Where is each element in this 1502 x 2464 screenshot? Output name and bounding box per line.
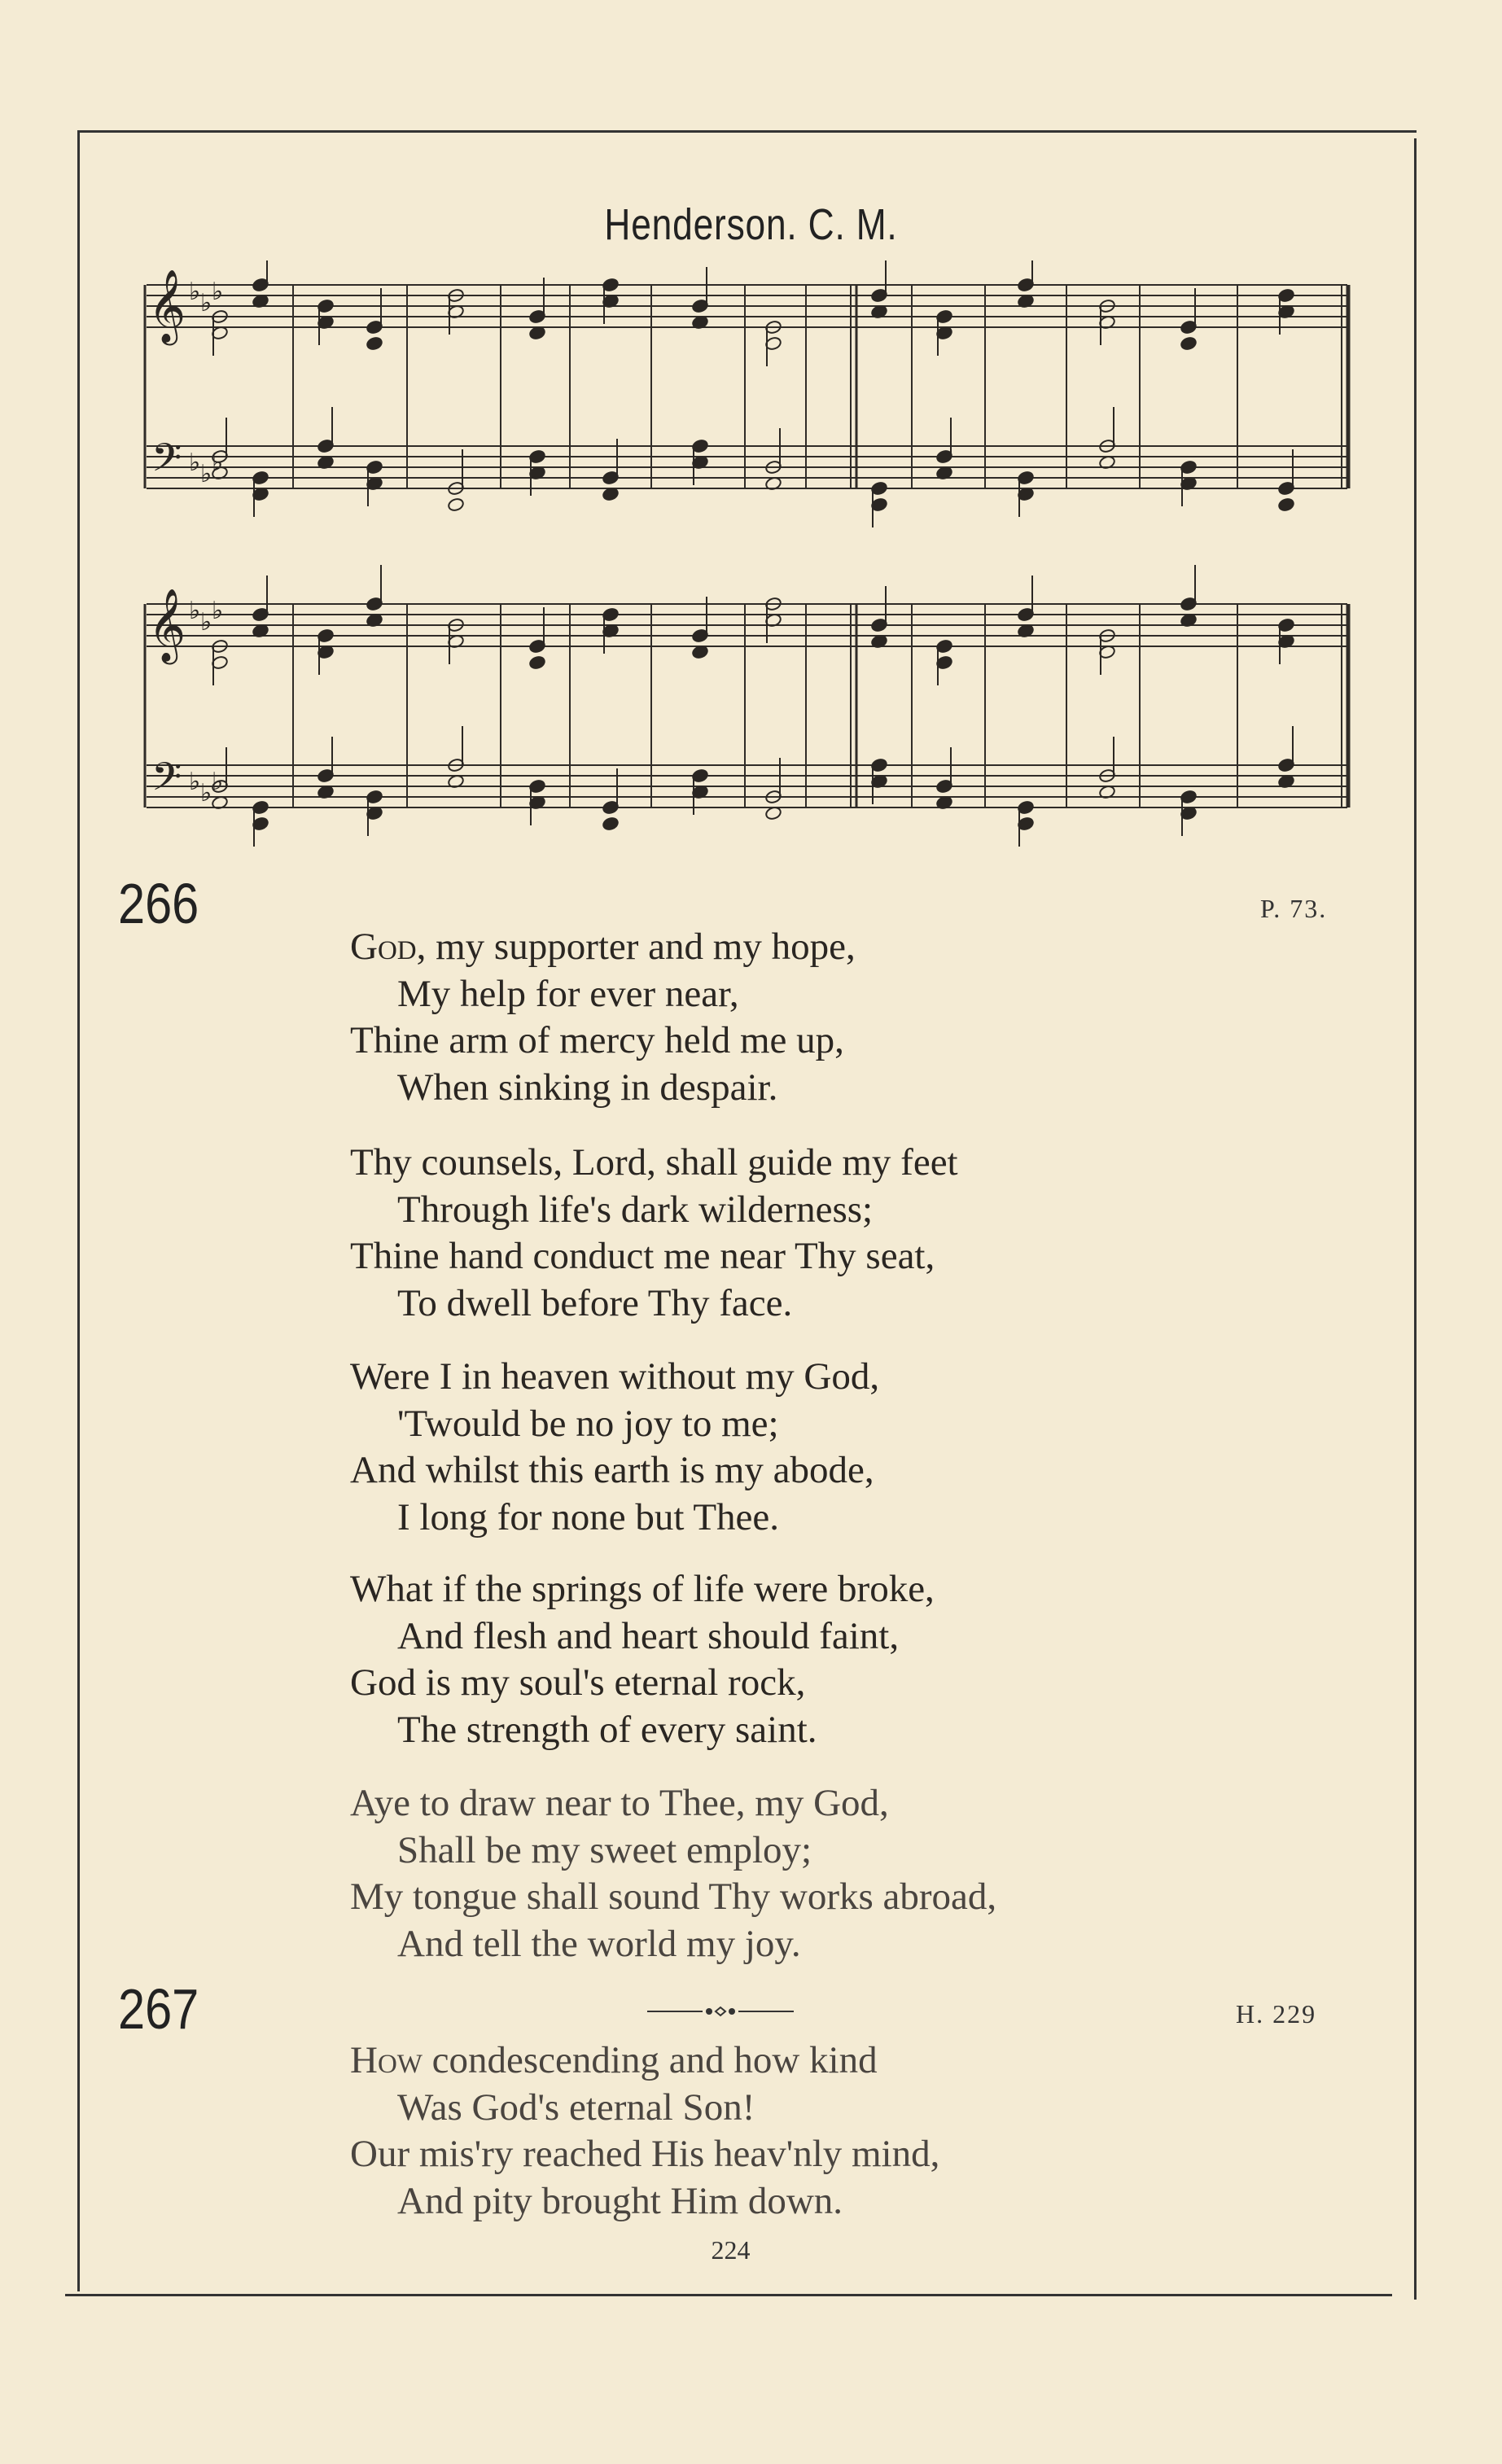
frame-right-rule: [1414, 138, 1417, 2300]
verse-line: Was God's eternal Son!: [397, 2085, 755, 2129]
svg-text:♭: ♭: [212, 278, 224, 306]
score-system-1: [145, 260, 1348, 527]
verse-line: To dwell before Thy face.: [397, 1281, 793, 1324]
line-rest: condescending and how kind: [422, 2039, 878, 2081]
first-word: God: [350, 926, 417, 968]
verse-line: Thine hand conduct me near Thy seat,: [350, 1235, 935, 1277]
stanza: [350, 2037, 939, 2225]
svg-text:♭: ♭: [200, 460, 212, 488]
verse-line: What if the springs of life were broke,: [350, 1568, 935, 1610]
verse-line: And flesh and heart should faint,: [397, 1614, 900, 1657]
hymn-number: 267: [118, 1977, 199, 2041]
verse-line: Shall be my sweet employ;: [397, 1828, 812, 1871]
svg-text:𝄢: 𝄢: [151, 435, 182, 490]
svg-text:♭: ♭: [200, 289, 212, 317]
frame-left-rule: [77, 130, 80, 2291]
svg-text:♭: ♭: [212, 449, 224, 477]
verse-line: Through life's dark wilderness;: [397, 1188, 874, 1231]
stanza: [350, 924, 856, 1111]
svg-text:♭: ♭: [212, 597, 224, 625]
verse-line: The strength of every saint.: [397, 1708, 817, 1751]
verse-line: Were I in heaven without my God,: [350, 1355, 880, 1398]
verse-line: And pity brought Him down.: [397, 2179, 843, 2222]
hymn-reference: P. 73.: [1260, 894, 1328, 923]
svg-text:𝄞: 𝄞: [148, 269, 186, 343]
page-number: 224: [711, 2235, 751, 2265]
verse-line: I long for none but Thee.: [397, 1495, 780, 1538]
verse-line: My help for ever near,: [397, 972, 739, 1015]
frame-bottom-rule: [65, 2294, 1392, 2296]
stanza: [350, 1780, 996, 1967]
section-divider: [647, 2006, 794, 2017]
svg-text:𝄢: 𝄢: [151, 754, 182, 809]
frame-top-rule: [77, 130, 1417, 133]
verse-line: And tell the world my joy.: [397, 1922, 801, 1965]
svg-text:♭: ♭: [189, 278, 201, 306]
verse-line: [350, 2037, 939, 2085]
svg-text:♭: ♭: [212, 768, 224, 796]
verse-line: Aye to draw near to Thee, my God,: [350, 1782, 889, 1824]
line-rest: , my supporter and my hope,: [416, 926, 856, 968]
svg-text:♭: ♭: [189, 449, 201, 477]
verse-line: God is my soul's eternal rock,: [350, 1661, 806, 1704]
first-word: How: [350, 2039, 423, 2081]
svg-text:𝄞: 𝄞: [148, 589, 186, 662]
hymn-number: 266: [118, 872, 199, 935]
verse-line: My tongue shall sound Thy works abroad,: [350, 1875, 997, 1918]
tune-title: Henderson. C. M.: [604, 200, 898, 249]
svg-text:♭: ♭: [189, 597, 201, 625]
stanza: [350, 1140, 958, 1327]
verse-line: Thine arm of mercy held me up,: [350, 1019, 844, 1061]
music-score: [130, 260, 1360, 847]
stanza: [350, 1354, 879, 1541]
verse-line: When sinking in despair.: [397, 1066, 778, 1109]
hymn-reference: H. 229: [1236, 1999, 1317, 2029]
svg-text:♭: ♭: [200, 608, 212, 637]
verse-line: And whilst this earth is my abode,: [350, 1449, 874, 1491]
score-system-2: [145, 565, 1348, 847]
verse-line: Our mis'ry reached His heav'nly mind,: [350, 2133, 940, 2175]
verse-line: 'Twould be no joy to me;: [397, 1402, 779, 1445]
verse-line: [350, 924, 856, 971]
stanza: [350, 1566, 935, 1753]
svg-text:♭: ♭: [189, 768, 201, 796]
svg-text:♭: ♭: [200, 779, 212, 807]
verse-line: Thy counsels, Lord, shall guide my feet: [350, 1141, 958, 1184]
